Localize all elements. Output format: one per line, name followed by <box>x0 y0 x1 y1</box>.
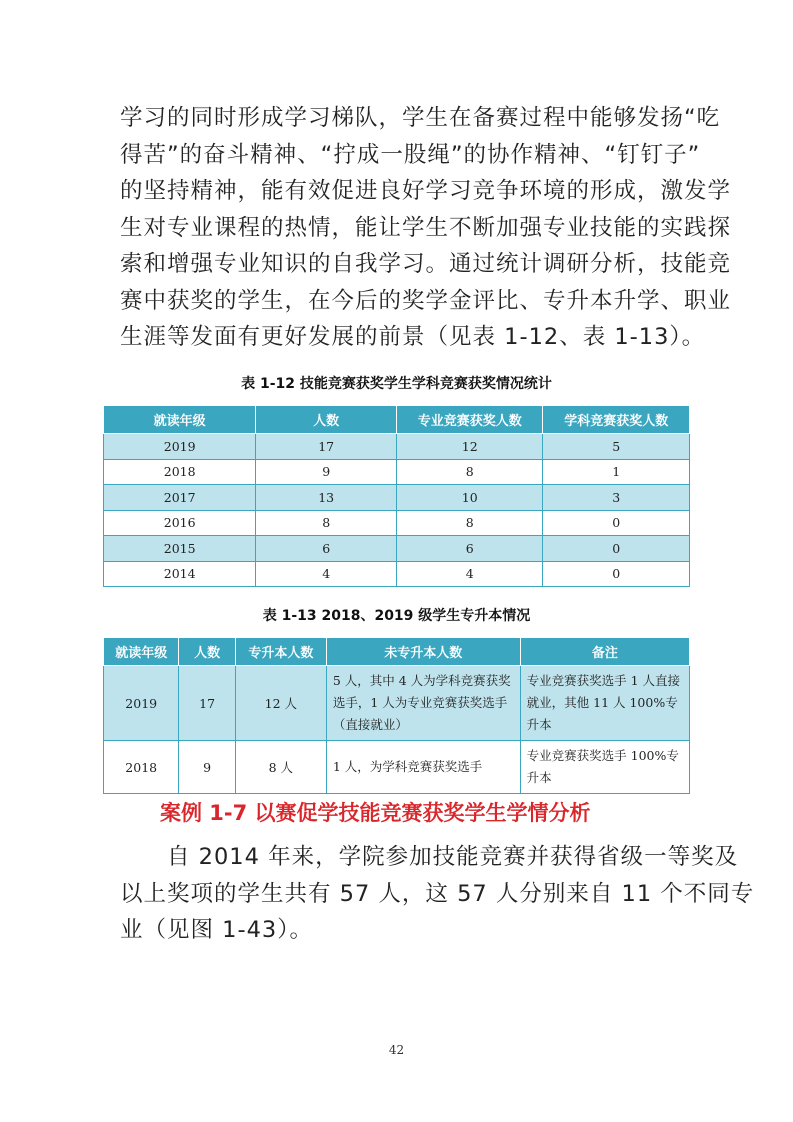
body-paragraph-1 <box>120 100 732 356</box>
table-cell: 4 <box>396 561 543 587</box>
table-cell: 2019 <box>104 666 179 741</box>
table-cell: 12 <box>396 434 543 460</box>
paragraph-line: 生对专业课程的热情，能让学生不断加强专业技能的实践探 <box>120 214 732 241</box>
table-cell: 6 <box>256 536 397 562</box>
paragraph-line: 索和增强专业知识的自我学习。通过统计调研分析，技能竞 <box>120 251 732 277</box>
table-cell: 2017 <box>104 485 256 511</box>
table-cell: 2016 <box>104 510 256 536</box>
column-header: 就读年级 <box>104 638 179 666</box>
table-header-row <box>104 638 690 666</box>
paragraph-line: 生涯等发面有更好发展的前景（见表 1-12、表 1-13）。 <box>120 324 706 350</box>
table-row <box>104 510 690 536</box>
table-cell: 3 <box>543 485 690 511</box>
paragraph-line: 自 2014 年来，学院参加技能竞赛并获得省级一等奖及 <box>120 844 739 870</box>
table-cell: 5 <box>543 434 690 460</box>
column-header: 未专升本人数 <box>326 638 520 666</box>
table-cell: 13 <box>256 485 397 511</box>
table-cell: 4 <box>256 561 397 587</box>
table-cell: 0 <box>543 510 690 536</box>
table-cell: 2014 <box>104 561 256 587</box>
table-row <box>104 434 690 460</box>
table-cell: 8 <box>396 510 543 536</box>
table-cell: 8 <box>256 510 397 536</box>
table-cell: 专业竞赛获奖选手 100%专升本 <box>520 741 689 794</box>
table-row <box>104 666 690 741</box>
table-row <box>104 459 690 485</box>
table-cell: 0 <box>543 536 690 562</box>
table-cell: 2018 <box>104 459 256 485</box>
paragraph-line: 得苦”的奋斗精神、“拧成一股绳”的协作精神、“钉钉子” <box>120 141 701 168</box>
column-header: 人数 <box>256 406 397 434</box>
table-cell: 6 <box>396 536 543 562</box>
column-header: 就读年级 <box>104 406 256 434</box>
table-cell: 17 <box>256 434 397 460</box>
paragraph-line: 赛中获奖的学生，在今后的奖学金评比、专升本升学、职业 <box>120 287 732 314</box>
table-cell: 专业竞赛获奖选手 1 人直接就业，其他 11 人 100%专升本 <box>520 666 689 741</box>
table-cell: 9 <box>179 741 235 794</box>
table2-caption: 表 1-13 2018、2019 级学生专升本情况 <box>262 608 531 624</box>
paragraph-line: 学习的同时形成学习梯队，学生在备赛过程中能够发扬“吃 <box>120 105 721 131</box>
table-cell: 8 人 <box>235 741 326 794</box>
paragraph-line: 以上奖项的学生共有 57 人，这 57 人分别来自 11 个不同专 <box>120 880 755 907</box>
table1-caption: 表 1-12 技能竞赛获奖学生学科竞赛获奖情况统计 <box>241 376 552 392</box>
body-paragraph-2 <box>120 839 755 949</box>
competition-awards-table <box>103 405 690 587</box>
table-cell: 1 人，为学科竞赛获奖选手 <box>326 741 520 794</box>
table-cell: 17 <box>179 666 235 741</box>
table-row <box>104 741 690 794</box>
table-cell: 5 人，其中 4 人为学科竞赛获奖选手，1 人为专业竞赛获奖选手（直接就业） <box>326 666 520 741</box>
case-heading: 案例 1-7 以赛促学技能竞赛获奖学生学情分析 <box>160 801 591 825</box>
table-cell: 2015 <box>104 536 256 562</box>
table-cell: 9 <box>256 459 397 485</box>
table-cell: 2018 <box>104 741 179 794</box>
table-row <box>104 485 690 511</box>
upgrade-study-table <box>103 637 690 794</box>
column-header: 专升本人数 <box>235 638 326 666</box>
paragraph-line: 业（见图 1-43）。 <box>120 917 313 943</box>
table-header-row <box>104 406 690 434</box>
column-header: 专业竞赛获奖人数 <box>396 406 543 434</box>
table-cell: 2019 <box>104 434 256 460</box>
table-cell: 10 <box>396 485 543 511</box>
table-cell: 0 <box>543 561 690 587</box>
table-row <box>104 536 690 562</box>
column-header: 学科竞赛获奖人数 <box>543 406 690 434</box>
column-header: 人数 <box>179 638 235 666</box>
column-header: 备注 <box>520 638 689 666</box>
table-cell: 8 <box>396 459 543 485</box>
table-cell: 1 <box>543 459 690 485</box>
page-number: 42 <box>388 1043 405 1057</box>
table-cell: 12 人 <box>235 666 326 741</box>
table-row <box>104 561 690 587</box>
paragraph-line: 的坚持精神，能有效促进良好学习竞争环境的形成，激发学 <box>120 178 732 204</box>
